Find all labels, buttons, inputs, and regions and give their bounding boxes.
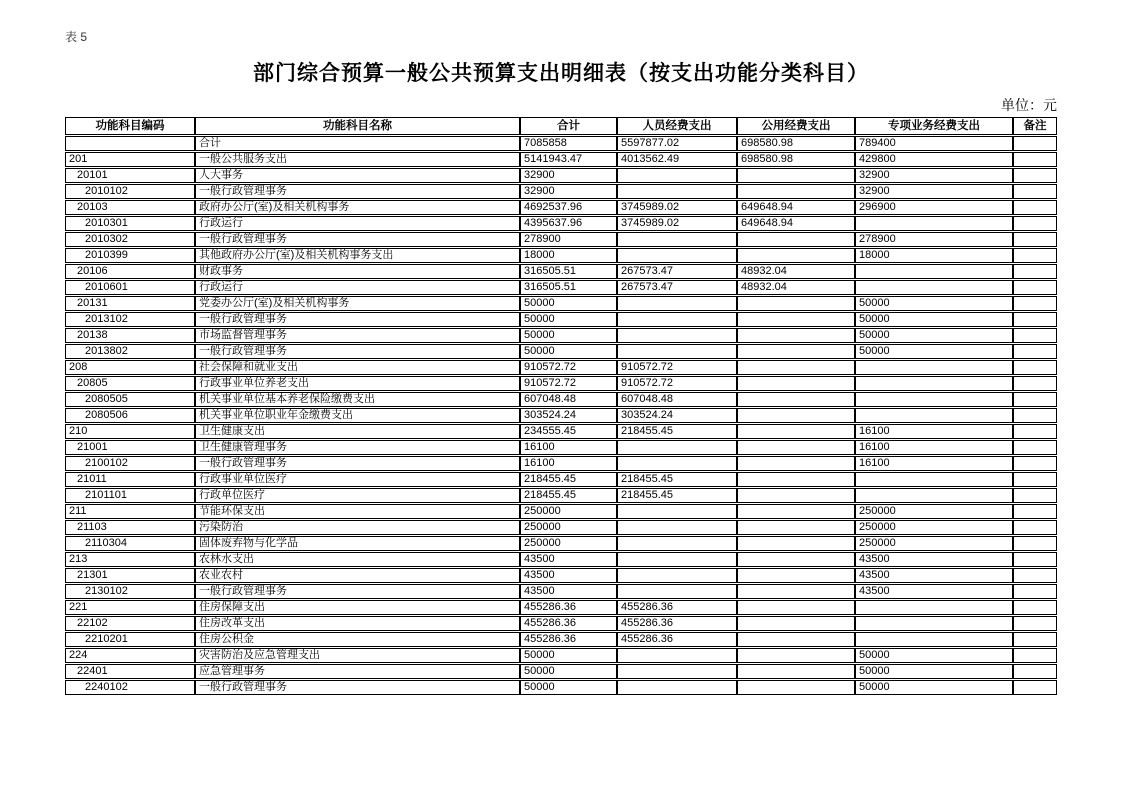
cell-public-expense: 698580.98 xyxy=(737,152,855,167)
cell-public-expense: 698580.98 xyxy=(737,136,855,151)
cell-special-expense: 50000 xyxy=(855,680,1013,695)
cell-special-expense: 278900 xyxy=(855,232,1013,247)
table-row xyxy=(65,552,1057,567)
table-row xyxy=(65,168,1057,183)
cell-special-expense xyxy=(855,616,1013,631)
page-title: 部门综合预算一般公共预算支出明细表（按支出功能分类科目） xyxy=(253,62,869,85)
cell-personnel-expense: 455286.36 xyxy=(617,632,737,647)
cell-function-code: 21301 xyxy=(65,568,195,583)
table-row xyxy=(65,312,1057,327)
cell-function-name: 行政运行 xyxy=(195,280,520,295)
cell-note xyxy=(1013,408,1057,423)
cell-special-expense xyxy=(855,264,1013,279)
cell-function-code: 224 xyxy=(65,648,195,663)
cell-public-expense xyxy=(737,328,855,343)
cell-public-expense xyxy=(737,392,855,407)
cell-function-code: 201 xyxy=(65,152,195,167)
cell-special-expense: 50000 xyxy=(855,312,1013,327)
cell-function-name: 行政单位医疗 xyxy=(195,488,520,503)
cell-function-name: 机关事业单位职业年金缴费支出 xyxy=(195,408,520,423)
cell-total: 7085858 xyxy=(520,136,617,151)
cell-public-expense xyxy=(737,344,855,359)
cell-function-name: 一般行政管理事务 xyxy=(195,312,520,327)
cell-note xyxy=(1013,568,1057,583)
cell-function-code: 2080505 xyxy=(65,392,195,407)
cell-public-expense xyxy=(737,536,855,551)
cell-personnel-expense xyxy=(617,168,737,183)
cell-total: 18000 xyxy=(520,248,617,263)
table-row xyxy=(65,152,1057,167)
cell-total: 234555.45 xyxy=(520,424,617,439)
cell-public-expense xyxy=(737,472,855,487)
cell-special-expense: 32900 xyxy=(855,168,1013,183)
header-total: 合计 xyxy=(520,117,617,135)
cell-note xyxy=(1013,504,1057,519)
cell-note xyxy=(1013,360,1057,375)
cell-special-expense xyxy=(855,408,1013,423)
cell-personnel-expense: 4013562.49 xyxy=(617,152,737,167)
cell-public-expense xyxy=(737,632,855,647)
cell-public-expense xyxy=(737,424,855,439)
cell-personnel-expense: 455286.36 xyxy=(617,616,737,631)
cell-special-expense xyxy=(855,600,1013,615)
cell-special-expense: 16100 xyxy=(855,424,1013,439)
table-row xyxy=(65,472,1057,487)
cell-total: 43500 xyxy=(520,584,617,599)
cell-public-expense xyxy=(737,680,855,695)
cell-note xyxy=(1013,552,1057,567)
cell-note xyxy=(1013,152,1057,167)
table-body xyxy=(65,136,1057,695)
table-row xyxy=(65,376,1057,391)
cell-function-code: 2080506 xyxy=(65,408,195,423)
cell-function-name: 固体废弃物与化学品 xyxy=(195,536,520,551)
cell-total: 607048.48 xyxy=(520,392,617,407)
header-function-name: 功能科目名称 xyxy=(195,117,520,135)
table-row xyxy=(65,248,1057,263)
cell-function-code: 2010301 xyxy=(65,216,195,231)
cell-special-expense: 429800 xyxy=(855,152,1013,167)
cell-function-code: 22401 xyxy=(65,664,195,679)
table-row xyxy=(65,584,1057,599)
cell-function-name: 一般行政管理事务 xyxy=(195,680,520,695)
cell-total: 455286.36 xyxy=(520,616,617,631)
cell-total: 50000 xyxy=(520,296,617,311)
cell-public-expense: 649648.94 xyxy=(737,200,855,215)
table-row xyxy=(65,536,1057,551)
cell-personnel-expense: 607048.48 xyxy=(617,392,737,407)
cell-personnel-expense xyxy=(617,296,737,311)
cell-public-expense xyxy=(737,168,855,183)
cell-total: 4395637.96 xyxy=(520,216,617,231)
cell-note xyxy=(1013,328,1057,343)
cell-public-expense xyxy=(737,488,855,503)
cell-special-expense: 50000 xyxy=(855,344,1013,359)
cell-function-code: 2013802 xyxy=(65,344,195,359)
cell-note xyxy=(1013,168,1057,183)
cell-total: 43500 xyxy=(520,568,617,583)
header-note: 备注 xyxy=(1013,117,1057,135)
cell-personnel-expense xyxy=(617,248,737,263)
cell-total: 218455.45 xyxy=(520,488,617,503)
cell-public-expense xyxy=(737,360,855,375)
cell-function-name: 一般行政管理事务 xyxy=(195,456,520,471)
cell-function-name: 农林水支出 xyxy=(195,552,520,567)
cell-special-expense xyxy=(855,376,1013,391)
cell-personnel-expense xyxy=(617,328,737,343)
header-personnel-expense: 人员经费支出 xyxy=(617,117,737,135)
cell-function-name: 应急管理事务 xyxy=(195,664,520,679)
cell-function-code: 20138 xyxy=(65,328,195,343)
cell-special-expense xyxy=(855,632,1013,647)
cell-function-name: 行政事业单位医疗 xyxy=(195,472,520,487)
cell-total: 910572.72 xyxy=(520,376,617,391)
cell-total: 316505.51 xyxy=(520,280,617,295)
cell-total: 250000 xyxy=(520,520,617,535)
cell-function-name: 农业农村 xyxy=(195,568,520,583)
cell-special-expense: 50000 xyxy=(855,648,1013,663)
cell-total: 50000 xyxy=(520,344,617,359)
cell-function-code: 21103 xyxy=(65,520,195,535)
table-row xyxy=(65,296,1057,311)
cell-note xyxy=(1013,680,1057,695)
budget-table xyxy=(65,116,1057,696)
cell-personnel-expense xyxy=(617,648,737,663)
cell-public-expense: 48932.04 xyxy=(737,280,855,295)
cell-personnel-expense: 218455.45 xyxy=(617,472,737,487)
cell-total: 43500 xyxy=(520,552,617,567)
cell-note xyxy=(1013,472,1057,487)
cell-personnel-expense xyxy=(617,536,737,551)
cell-special-expense xyxy=(855,392,1013,407)
cell-special-expense: 50000 xyxy=(855,296,1013,311)
cell-note xyxy=(1013,536,1057,551)
cell-function-name: 住房保障支出 xyxy=(195,600,520,615)
cell-public-expense xyxy=(737,248,855,263)
cell-function-name: 灾害防治及应急管理支出 xyxy=(195,648,520,663)
cell-function-code: 210 xyxy=(65,424,195,439)
cell-total: 278900 xyxy=(520,232,617,247)
cell-public-expense xyxy=(737,296,855,311)
cell-total: 910572.72 xyxy=(520,360,617,375)
cell-personnel-expense xyxy=(617,232,737,247)
cell-note xyxy=(1013,632,1057,647)
cell-public-expense xyxy=(737,232,855,247)
cell-function-name: 一般行政管理事务 xyxy=(195,232,520,247)
table-row xyxy=(65,200,1057,215)
cell-special-expense: 296900 xyxy=(855,200,1013,215)
cell-function-name: 党委办公厅(室)及相关机构事务 xyxy=(195,296,520,311)
cell-total: 50000 xyxy=(520,664,617,679)
table-row xyxy=(65,216,1057,231)
table-row xyxy=(65,344,1057,359)
table-row xyxy=(65,184,1057,199)
cell-public-expense xyxy=(737,664,855,679)
cell-note xyxy=(1013,216,1057,231)
cell-personnel-expense: 910572.72 xyxy=(617,376,737,391)
cell-function-code xyxy=(65,136,195,151)
cell-public-expense xyxy=(737,552,855,567)
cell-personnel-expense xyxy=(617,552,737,567)
cell-function-code: 21011 xyxy=(65,472,195,487)
table-row xyxy=(65,568,1057,583)
cell-special-expense xyxy=(855,360,1013,375)
table-row xyxy=(65,680,1057,695)
table-row xyxy=(65,664,1057,679)
cell-function-code: 20131 xyxy=(65,296,195,311)
cell-personnel-expense xyxy=(617,568,737,583)
cell-note xyxy=(1013,264,1057,279)
cell-personnel-expense: 3745989.02 xyxy=(617,216,737,231)
cell-personnel-expense xyxy=(617,680,737,695)
cell-function-code: 20101 xyxy=(65,168,195,183)
cell-function-name: 住房公积金 xyxy=(195,632,520,647)
cell-note xyxy=(1013,280,1057,295)
cell-personnel-expense xyxy=(617,344,737,359)
table-row xyxy=(65,488,1057,503)
cell-personnel-expense: 303524.24 xyxy=(617,408,737,423)
cell-function-name: 住房改革支出 xyxy=(195,616,520,631)
cell-function-name: 一般行政管理事务 xyxy=(195,584,520,599)
cell-function-code: 221 xyxy=(65,600,195,615)
cell-total: 32900 xyxy=(520,168,617,183)
cell-public-expense xyxy=(737,520,855,535)
cell-total: 218455.45 xyxy=(520,472,617,487)
cell-total: 455286.36 xyxy=(520,632,617,647)
cell-special-expense: 50000 xyxy=(855,664,1013,679)
table-row xyxy=(65,328,1057,343)
cell-function-name: 一般行政管理事务 xyxy=(195,344,520,359)
cell-function-code: 20103 xyxy=(65,200,195,215)
cell-function-name: 一般行政管理事务 xyxy=(195,184,520,199)
cell-function-code: 2010601 xyxy=(65,280,195,295)
cell-note xyxy=(1013,488,1057,503)
cell-personnel-expense xyxy=(617,584,737,599)
cell-function-code: 20805 xyxy=(65,376,195,391)
header-function-code: 功能科目编码 xyxy=(65,117,195,135)
cell-function-code: 211 xyxy=(65,504,195,519)
cell-personnel-expense: 5597877.02 xyxy=(617,136,737,151)
cell-note xyxy=(1013,456,1057,471)
cell-public-expense xyxy=(737,616,855,631)
cell-personnel-expense xyxy=(617,440,737,455)
cell-total: 16100 xyxy=(520,456,617,471)
cell-public-expense xyxy=(737,648,855,663)
cell-public-expense xyxy=(737,408,855,423)
cell-function-name: 财政事务 xyxy=(195,264,520,279)
table-row xyxy=(65,408,1057,423)
cell-note xyxy=(1013,600,1057,615)
cell-note xyxy=(1013,312,1057,327)
cell-personnel-expense: 218455.45 xyxy=(617,488,737,503)
cell-special-expense: 43500 xyxy=(855,584,1013,599)
cell-special-expense xyxy=(855,488,1013,503)
cell-personnel-expense: 910572.72 xyxy=(617,360,737,375)
cell-public-expense: 649648.94 xyxy=(737,216,855,231)
cell-public-expense xyxy=(737,456,855,471)
cell-public-expense xyxy=(737,376,855,391)
sheet-number-label: 表 5 xyxy=(65,30,88,44)
cell-function-name: 节能环保支出 xyxy=(195,504,520,519)
cell-total: 50000 xyxy=(520,680,617,695)
cell-function-name: 机关事业单位基本养老保险缴费支出 xyxy=(195,392,520,407)
cell-function-name: 其他政府办公厅(室)及相关机构事务支出 xyxy=(195,248,520,263)
table-row xyxy=(65,456,1057,471)
cell-special-expense: 250000 xyxy=(855,536,1013,551)
cell-special-expense xyxy=(855,280,1013,295)
cell-function-code: 2110304 xyxy=(65,536,195,551)
cell-total: 16100 xyxy=(520,440,617,455)
table-row xyxy=(65,440,1057,455)
cell-special-expense: 32900 xyxy=(855,184,1013,199)
cell-personnel-expense xyxy=(617,184,737,199)
cell-personnel-expense: 267573.47 xyxy=(617,280,737,295)
cell-function-code: 2010102 xyxy=(65,184,195,199)
header-special-expense: 专项业务经费支出 xyxy=(855,117,1013,135)
cell-public-expense xyxy=(737,504,855,519)
cell-total: 4692537.96 xyxy=(520,200,617,215)
cell-function-name: 一般公共服务支出 xyxy=(195,152,520,167)
cell-special-expense: 16100 xyxy=(855,440,1013,455)
cell-special-expense: 250000 xyxy=(855,504,1013,519)
cell-personnel-expense: 3745989.02 xyxy=(617,200,737,215)
cell-note xyxy=(1013,376,1057,391)
cell-total: 50000 xyxy=(520,312,617,327)
cell-function-code: 2010399 xyxy=(65,248,195,263)
cell-function-code: 20106 xyxy=(65,264,195,279)
cell-function-code: 2013102 xyxy=(65,312,195,327)
cell-special-expense: 43500 xyxy=(855,568,1013,583)
cell-personnel-expense: 218455.45 xyxy=(617,424,737,439)
table-row xyxy=(65,392,1057,407)
cell-public-expense xyxy=(737,440,855,455)
cell-total: 250000 xyxy=(520,536,617,551)
cell-special-expense: 50000 xyxy=(855,328,1013,343)
cell-special-expense: 250000 xyxy=(855,520,1013,535)
cell-note xyxy=(1013,520,1057,535)
cell-personnel-expense xyxy=(617,312,737,327)
cell-total: 32900 xyxy=(520,184,617,199)
cell-public-expense xyxy=(737,184,855,199)
cell-personnel-expense xyxy=(617,504,737,519)
cell-note xyxy=(1013,664,1057,679)
table-row xyxy=(65,504,1057,519)
cell-special-expense xyxy=(855,216,1013,231)
cell-note xyxy=(1013,136,1057,151)
cell-function-name: 卫生健康支出 xyxy=(195,424,520,439)
table-row xyxy=(65,616,1057,631)
cell-public-expense xyxy=(737,568,855,583)
cell-function-code: 2101101 xyxy=(65,488,195,503)
cell-public-expense xyxy=(737,312,855,327)
table-row xyxy=(65,136,1057,151)
cell-special-expense xyxy=(855,472,1013,487)
cell-function-code: 21001 xyxy=(65,440,195,455)
cell-function-code: 2100102 xyxy=(65,456,195,471)
table-row xyxy=(65,600,1057,615)
table-row xyxy=(65,632,1057,647)
cell-function-name: 卫生健康管理事务 xyxy=(195,440,520,455)
cell-personnel-expense xyxy=(617,520,737,535)
table-row xyxy=(65,648,1057,663)
cell-note xyxy=(1013,344,1057,359)
cell-note xyxy=(1013,440,1057,455)
table-row xyxy=(65,280,1057,295)
cell-function-name: 合计 xyxy=(195,136,520,151)
cell-function-name: 行政事业单位养老支出 xyxy=(195,376,520,391)
cell-personnel-expense: 267573.47 xyxy=(617,264,737,279)
cell-function-code: 22102 xyxy=(65,616,195,631)
cell-personnel-expense xyxy=(617,664,737,679)
cell-function-name: 人大事务 xyxy=(195,168,520,183)
cell-function-name: 市场监督管理事务 xyxy=(195,328,520,343)
cell-function-code: 208 xyxy=(65,360,195,375)
cell-note xyxy=(1013,200,1057,215)
cell-function-name: 社会保障和就业支出 xyxy=(195,360,520,375)
cell-note xyxy=(1013,616,1057,631)
cell-total: 50000 xyxy=(520,648,617,663)
table-header-row xyxy=(65,117,1057,135)
cell-function-name: 污染防治 xyxy=(195,520,520,535)
cell-note xyxy=(1013,184,1057,199)
cell-note xyxy=(1013,232,1057,247)
cell-note xyxy=(1013,584,1057,599)
cell-function-code: 2130102 xyxy=(65,584,195,599)
table-row xyxy=(65,520,1057,535)
cell-total: 50000 xyxy=(520,328,617,343)
table-row xyxy=(65,424,1057,439)
cell-function-name: 行政运行 xyxy=(195,216,520,231)
cell-function-code: 2240102 xyxy=(65,680,195,695)
cell-total: 5141943.47 xyxy=(520,152,617,167)
cell-special-expense: 43500 xyxy=(855,552,1013,567)
table-row xyxy=(65,264,1057,279)
cell-public-expense xyxy=(737,584,855,599)
cell-note xyxy=(1013,648,1057,663)
cell-function-code: 2210201 xyxy=(65,632,195,647)
cell-total: 250000 xyxy=(520,504,617,519)
cell-total: 316505.51 xyxy=(520,264,617,279)
cell-personnel-expense xyxy=(617,456,737,471)
cell-public-expense xyxy=(737,600,855,615)
cell-note xyxy=(1013,248,1057,263)
cell-total: 303524.24 xyxy=(520,408,617,423)
cell-total: 455286.36 xyxy=(520,600,617,615)
table-row xyxy=(65,360,1057,375)
cell-note xyxy=(1013,424,1057,439)
cell-note xyxy=(1013,392,1057,407)
header-public-expense: 公用经费支出 xyxy=(737,117,855,135)
cell-function-name: 政府办公厅(室)及相关机构事务 xyxy=(195,200,520,215)
cell-function-code: 2010302 xyxy=(65,232,195,247)
cell-personnel-expense: 455286.36 xyxy=(617,600,737,615)
unit-label: 单位：元 xyxy=(1001,97,1057,113)
cell-function-code: 213 xyxy=(65,552,195,567)
cell-note xyxy=(1013,296,1057,311)
cell-special-expense: 789400 xyxy=(855,136,1013,151)
cell-special-expense: 18000 xyxy=(855,248,1013,263)
cell-special-expense: 16100 xyxy=(855,456,1013,471)
cell-public-expense: 48932.04 xyxy=(737,264,855,279)
table-row xyxy=(65,232,1057,247)
